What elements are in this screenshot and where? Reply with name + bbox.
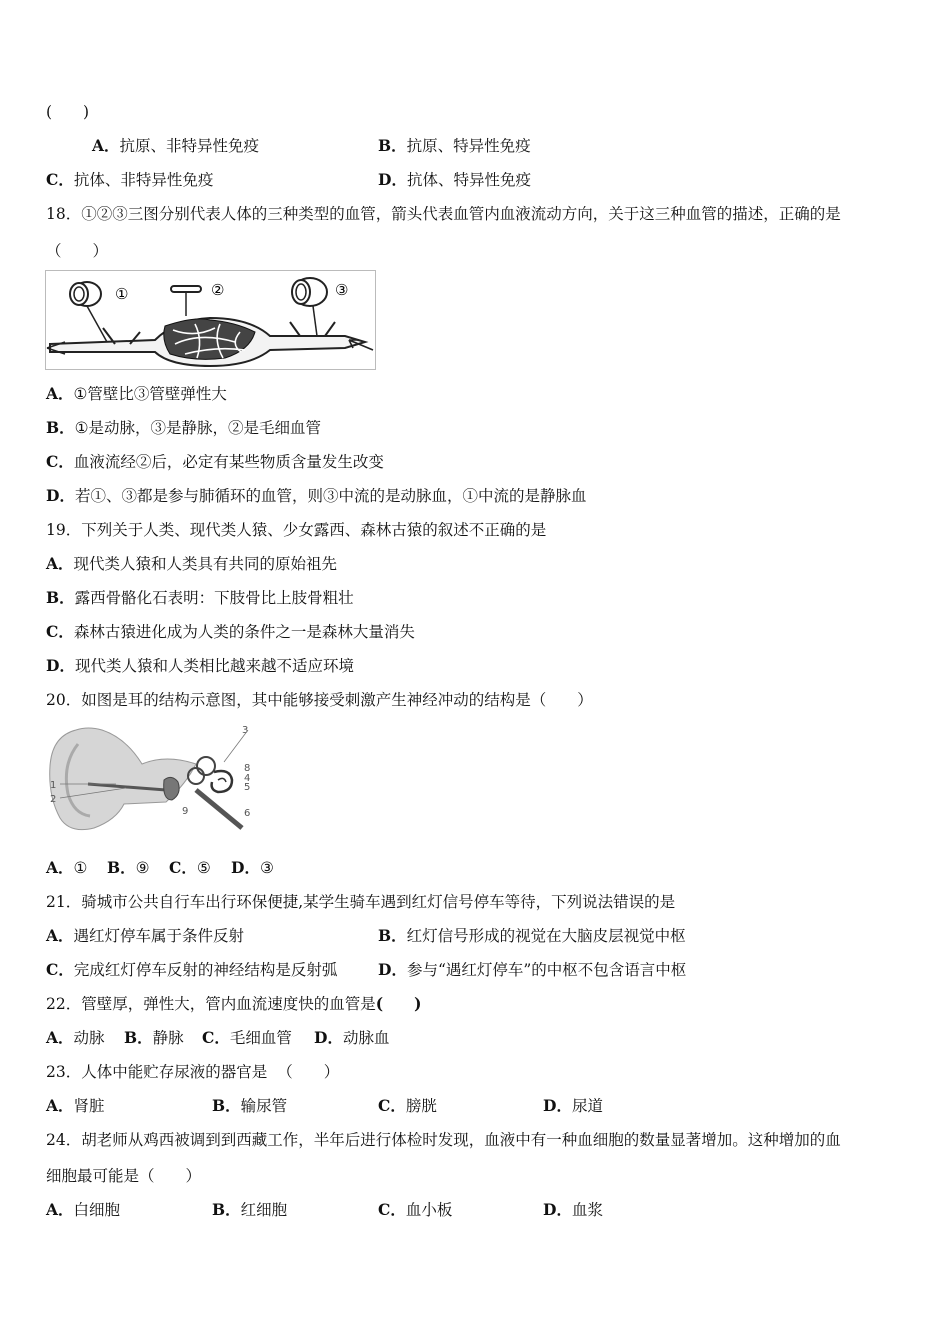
q18-fig-label-2: ②	[211, 281, 225, 299]
q20-fig-label-4: 4	[244, 773, 251, 784]
q18-option-c[interactable]: C．血液流经②后，必定有某些物质含量发生改变	[46, 452, 384, 471]
q24-option-a[interactable]: A．白细胞	[46, 1200, 121, 1219]
q20-option-c[interactable]: C．⑤	[169, 858, 211, 877]
q17-option-d[interactable]: D．抗体、特异性免疫	[378, 170, 531, 189]
q19-option-a[interactable]: A．现代类人猿和人类具有共同的原始祖先	[46, 554, 338, 573]
q22-option-a[interactable]: A．动脉	[46, 1028, 105, 1047]
q20-option-d[interactable]: D．③	[231, 858, 274, 877]
q17-option-b[interactable]: B．抗原、特异性免疫	[378, 136, 531, 155]
q18-fig-label-1: ①	[115, 285, 129, 303]
q18-option-d[interactable]: D．若①、③都是参与肺循环的血管，则③中流的是动脉血，①中流的是静脉血	[46, 486, 587, 505]
q24-option-d[interactable]: D．血浆	[543, 1200, 603, 1219]
q22-stem: 22．管壁厚，弹性大，管内血流速度快的血管是( )	[46, 994, 422, 1013]
q19-option-c[interactable]: C．森林古猿进化成为人类的条件之一是森林大量消失	[46, 622, 415, 641]
q22-option-c[interactable]: C．毛细血管	[202, 1028, 292, 1047]
q17-option-c[interactable]: C．抗体、非特异性免疫	[46, 170, 214, 189]
q18-option-b[interactable]: B．①是动脉，③是静脉，②是毛细血管	[46, 418, 322, 437]
q20-option-a[interactable]: A．①	[46, 858, 88, 877]
q23-stem: 23．人体中能贮存尿液的器官是 （ ）	[46, 1063, 340, 1081]
q23-option-a[interactable]: A．肾脏	[46, 1096, 105, 1115]
q17-option-a[interactable]: A．抗原、非特异性免疫	[92, 136, 260, 155]
q24-option-b[interactable]: B．红细胞	[212, 1200, 288, 1219]
q23-option-d[interactable]: D．尿道	[543, 1096, 603, 1115]
q20-stem: 20．如图是耳的结构示意图，其中能够接受刺激产生神经冲动的结构是（ ）	[46, 691, 593, 709]
q23-option-b[interactable]: B．输尿管	[212, 1096, 288, 1115]
q24-stem-line2: 细胞最可能是（ ）	[46, 1167, 202, 1185]
q21-stem: 21．骑城市公共自行车出行环保便捷,某学生骑车遇到红灯信号停车等待，下列说法错误的是	[46, 893, 676, 911]
q18-stem: 18．①②③三图分别代表人体的三种类型的血管，箭头代表血管内血液流动方向，关于这三种血管的描述，正确的是	[46, 205, 841, 223]
q20-fig-label-3: 3	[242, 725, 249, 736]
q20-option-b[interactable]: B．⑨	[107, 858, 150, 877]
q18-option-a[interactable]: A．①管壁比③管壁弹性大	[46, 384, 227, 403]
q20-ear-figure	[46, 724, 258, 836]
q24-stem-line1: 24．胡老师从鸡西被调到到西藏工作，半年后进行体检时发现，血液中有一种血细胞的数量显著增加。这种增加的血	[46, 1131, 841, 1149]
q22-option-b[interactable]: B．静脉	[124, 1028, 184, 1047]
q21-option-d[interactable]: D．参与“遇红灯停车”的中枢不包含语言中枢	[378, 960, 687, 979]
q19-option-b[interactable]: B．露西骨骼化石表明：下肢骨比上肢骨粗壮	[46, 588, 354, 607]
q20-fig-label-8: 8	[244, 763, 251, 774]
q19-option-d[interactable]: D．现代类人猿和人类相比越来越不适应环境	[46, 656, 354, 675]
q18-fig-label-3: ③	[335, 281, 349, 299]
q23-option-c[interactable]: C．膀胱	[378, 1096, 437, 1115]
q22-option-d[interactable]: D．动脉血	[314, 1028, 390, 1047]
q24-option-c[interactable]: C．血小板	[378, 1200, 453, 1219]
q21-option-b[interactable]: B．红灯信号形成的视觉在大脑皮层视觉中枢	[378, 926, 686, 945]
q20-fig-label-9: 9	[182, 806, 189, 817]
q21-option-c[interactable]: C．完成红灯停车反射的神经结构是反射弧	[46, 960, 338, 979]
q17-bracket: ( )	[46, 103, 90, 121]
q20-fig-label-2: 2	[50, 794, 57, 805]
q20-fig-label-1: 1	[50, 780, 57, 791]
q18-vessel-figure	[45, 270, 377, 370]
q19-stem: 19．下列关于人类、现代类人猿、少女露西、森林古猿的叙述不正确的是	[46, 521, 547, 539]
q18-bracket: （ ）	[46, 242, 109, 260]
q20-fig-label-6: 6	[244, 808, 251, 819]
q21-option-a[interactable]: A．遇红灯停车属于条件反射	[46, 926, 245, 945]
q20-fig-label-5: 5	[244, 782, 251, 793]
